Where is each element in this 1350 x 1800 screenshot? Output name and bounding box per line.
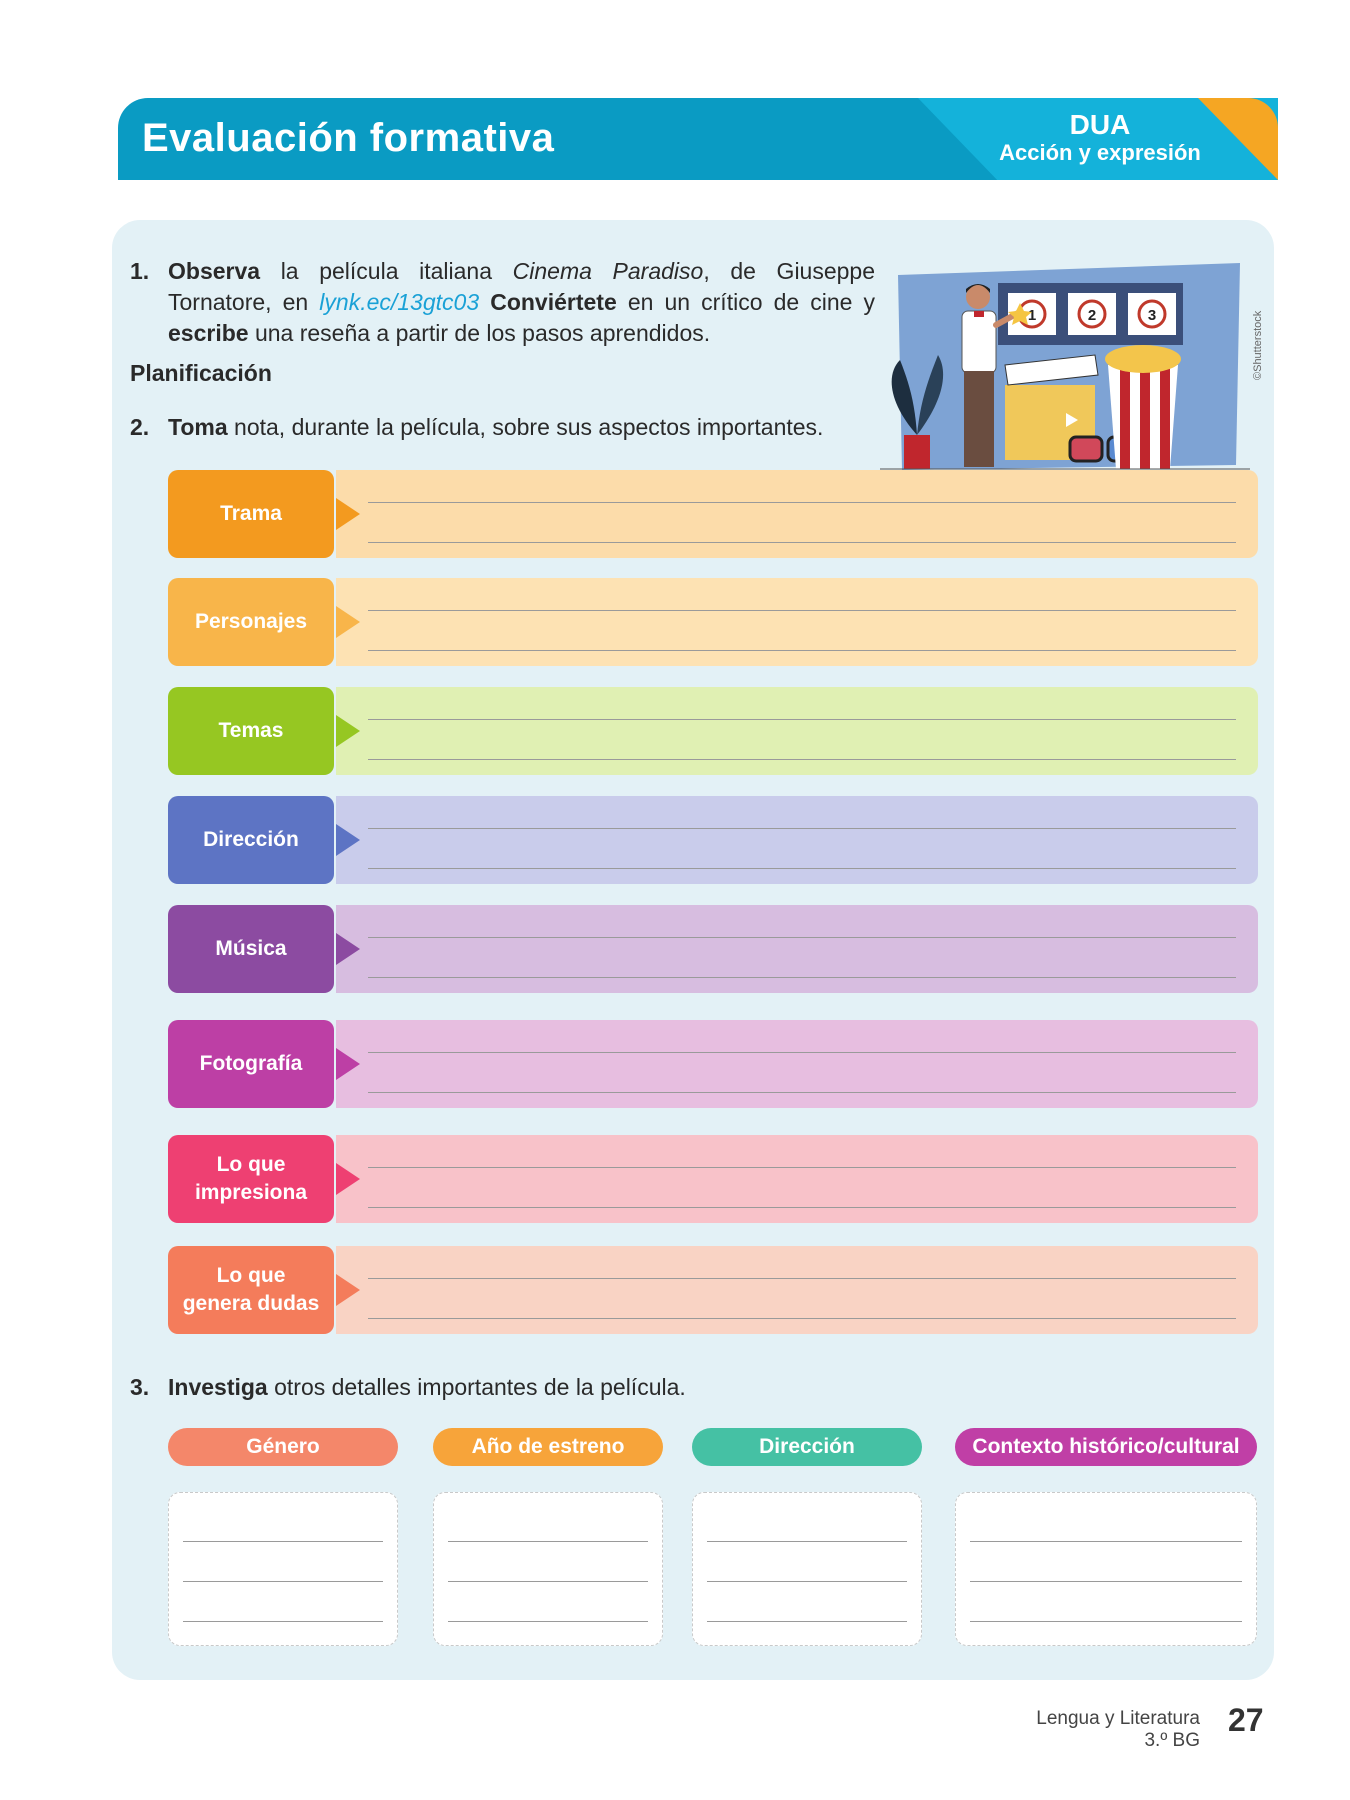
writing-line [368,1092,1236,1093]
note-field[interactable] [336,470,1258,558]
column-header-pill: Contexto histórico/cultural [955,1428,1257,1466]
reel-number: 1 [1027,307,1037,324]
section-title: Evaluación formativa [142,116,555,160]
note-label: Fotografía [168,1020,334,1108]
arrow-icon [336,933,360,965]
question-number: 3. [130,1374,150,1400]
3d-glasses-icon [1070,437,1102,461]
note-row [168,1246,1258,1334]
footer-subject [1036,1708,1200,1752]
note-label: Música [168,905,334,993]
writing-line [368,1052,1236,1053]
q1-verb-escribe: escribe [168,320,249,346]
popcorn-icon [1105,345,1181,373]
image-credit: ©Shutterstock [1252,310,1264,380]
note-field[interactable] [336,796,1258,884]
q1-verb-observa: Observa [168,258,261,284]
question-3 [130,1374,686,1401]
note-row [168,1135,1258,1223]
note-label: Lo que genera dudas [168,1246,334,1334]
grade-label: 3.º BG [1144,1730,1200,1751]
arrow-icon [336,1048,360,1080]
popcorn-stripe [1140,365,1150,469]
q1-text: , de Giuseppe Tornatore, en [168,258,876,315]
note-field[interactable] [336,1246,1258,1334]
question-number: 1. [130,258,150,284]
arrow-icon [336,1274,360,1306]
column-header-pill: Género [168,1428,398,1466]
writing-line [448,1621,648,1622]
writing-line [368,1318,1236,1319]
writing-line [368,828,1236,829]
answer-box[interactable] [168,1492,398,1646]
dua-subtitle: Acción y expresión [999,140,1201,165]
note-label: Trama [168,470,334,558]
arrow-icon [336,715,360,747]
person-shirt-icon [962,311,996,373]
arrow-icon [336,498,360,530]
note-row [168,687,1258,775]
section-banner [118,98,1278,180]
answer-box[interactable] [955,1492,1257,1646]
q1-verb-conviertete: Conviértete [490,289,617,315]
popcorn-stripe [1120,365,1130,469]
bow-tie-icon [974,311,984,317]
note-label: Lo que impresiona [168,1135,334,1223]
writing-line [707,1581,907,1582]
reel-number: 2 [1087,307,1097,324]
writing-line [368,719,1236,720]
planificacion-heading: Planificación [130,360,272,386]
page-number: 27 [1228,1702,1264,1738]
note-row [168,578,1258,666]
column-header-pill: Dirección [692,1428,922,1466]
question-1 [130,256,875,349]
writing-line [183,1581,383,1582]
answer-box[interactable] [692,1492,922,1646]
note-label: Dirección [168,796,334,884]
writing-line [970,1581,1242,1582]
writing-line [368,610,1236,611]
column-header-pill: Año de estreno [433,1428,663,1466]
dua-title: DUA [1069,109,1131,140]
writing-line [368,1278,1236,1279]
person-trousers-icon [964,371,994,467]
q3-text: otros detalles importantes de la película. [267,1374,686,1400]
writing-line [368,937,1236,938]
q3-verb: Investiga [168,1374,268,1400]
arrow-icon [336,1163,360,1195]
question-number: 2. [130,414,150,440]
writing-line [368,868,1236,869]
writing-line [368,977,1236,978]
writing-line [448,1581,648,1582]
arrow-icon [336,606,360,638]
writing-line [183,1621,383,1622]
note-field[interactable] [336,905,1258,993]
writing-line [368,1207,1236,1208]
q2-verb: Toma [168,414,228,440]
note-label: Temas [168,687,334,775]
writing-line [368,502,1236,503]
writing-line [970,1541,1242,1542]
q1-text: la película italiana [260,258,513,284]
writing-line [707,1541,907,1542]
note-row [168,796,1258,884]
reel-number: 3 [1147,307,1157,324]
note-field[interactable] [336,1135,1258,1223]
writing-line [183,1541,383,1542]
writing-line [368,1167,1236,1168]
note-label: Personajes [168,578,334,666]
resource-link[interactable]: lynk.ec/13gtc03 [319,289,480,315]
writing-line [448,1541,648,1542]
writing-line [707,1621,907,1622]
answer-box[interactable] [433,1492,663,1646]
writing-line [970,1621,1242,1622]
note-row [168,470,1258,558]
note-row [168,905,1258,993]
plant-pot-icon [904,435,930,469]
writing-line [368,542,1236,543]
q1-text: una reseña a partir de los pasos aprendidos. [248,320,711,346]
writing-line [368,650,1236,651]
note-field[interactable] [336,687,1258,775]
cinema-illustration [880,255,1250,475]
dua-label [990,110,1210,166]
q1-text: en un crítico de cine y [616,289,875,315]
note-field[interactable] [336,1020,1258,1108]
q2-text: nota, durante la película, sobre sus aspectos importantes. [227,414,824,440]
writing-line [368,759,1236,760]
subject-name: Lengua y Literatura [1036,1708,1200,1729]
popcorn-stripe [1160,365,1170,469]
note-field[interactable] [336,578,1258,666]
note-row [168,1020,1258,1108]
film-title: Cinema Paradiso [512,258,704,284]
arrow-icon [336,824,360,856]
question-2 [130,414,823,441]
